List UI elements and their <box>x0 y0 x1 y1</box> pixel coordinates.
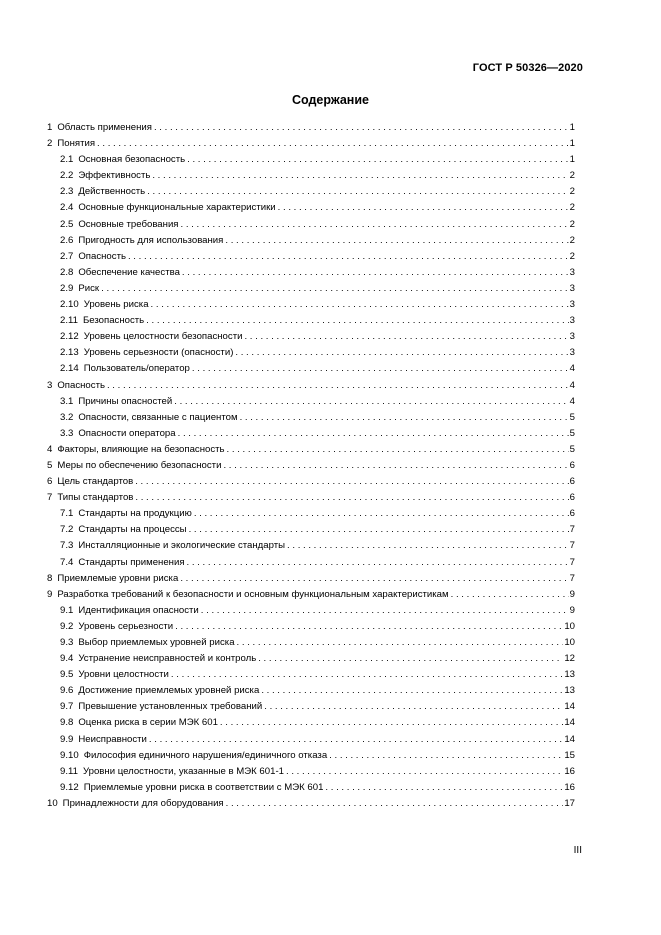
toc-entry[interactable] <box>47 715 575 731</box>
toc-leader-dots <box>171 667 563 683</box>
toc-entry[interactable] <box>47 378 575 394</box>
toc-entry[interactable] <box>47 200 575 216</box>
toc-entry-number: 2.9 <box>60 282 74 294</box>
toc-entry-label: Безопасность <box>82 315 145 327</box>
toc-entry-number: 2.5 <box>60 218 74 230</box>
toc-entry[interactable] <box>47 184 575 200</box>
toc-entry-page: 9 <box>569 604 575 616</box>
toc-entry[interactable] <box>47 394 575 410</box>
toc-entry-number: 2.8 <box>60 266 74 278</box>
toc-entry-label: Уровни целостности, указанные в МЭК 601-1 <box>82 765 284 777</box>
toc-entry[interactable] <box>47 635 575 651</box>
toc-entry-number: 7.1 <box>60 508 74 520</box>
toc-entry-page: 10 <box>564 637 575 648</box>
toc-leader-dots <box>240 410 569 426</box>
toc-entry-page: 3 <box>569 331 575 343</box>
toc-leader-dots <box>227 442 569 458</box>
toc-leader-dots <box>101 281 569 297</box>
toc-entry-label: Стандарты применения <box>78 556 185 568</box>
toc-entry-label: Область применения <box>57 122 152 133</box>
toc-leader-dots <box>278 200 569 216</box>
toc-leader-dots <box>175 619 563 635</box>
toc-leader-dots <box>451 587 569 603</box>
toc-entry-page: 16 <box>564 765 575 777</box>
toc-leader-dots <box>264 699 563 715</box>
toc-entry-label: Уровень серьезности <box>78 620 174 632</box>
toc-entry-number: 5 <box>47 459 53 471</box>
toc-leader-dots <box>151 297 569 313</box>
toc-entry[interactable] <box>47 571 575 587</box>
toc-entry-label: Понятия <box>57 138 96 150</box>
toc-entry-number: 2.4 <box>60 202 74 214</box>
toc-entry-label: Приемлемые уровни риска в соответствии с МЭК 601 <box>83 781 324 793</box>
toc-entry-number: 7.3 <box>60 540 74 552</box>
toc-entry-number: 8 <box>47 572 53 584</box>
toc-leader-dots <box>135 474 568 490</box>
toc-entry[interactable] <box>47 651 575 667</box>
toc-entry-number: 9.11 <box>60 765 78 777</box>
toc-entry-label: Цель стандартов <box>57 476 134 488</box>
toc-leader-dots <box>286 764 563 780</box>
toc-entry-page: 5 <box>569 427 575 439</box>
toc-entry-label: Устранение неисправностей и контроль <box>78 653 257 665</box>
toc-entry-page: 7 <box>569 572 575 584</box>
toc-entry-number: 2.6 <box>60 234 74 246</box>
toc-entry-label: Принадлежности для оборудования <box>62 797 224 809</box>
toc-entry[interactable] <box>47 265 575 281</box>
toc-entry[interactable] <box>47 506 575 522</box>
toc-entry-page: 3 <box>569 282 575 294</box>
toc-entry-page: 4 <box>569 363 575 375</box>
toc-entry-number: 9.7 <box>60 701 74 713</box>
toc-entry-label: Типы стандартов <box>57 492 134 504</box>
toc-entry-page: 7 <box>569 540 575 552</box>
toc-entry-number: 9.4 <box>60 653 74 665</box>
toc-entry[interactable] <box>47 780 575 796</box>
toc-entry[interactable] <box>47 442 575 458</box>
toc-entry[interactable] <box>47 313 575 329</box>
toc-leader-dots <box>325 780 563 796</box>
toc-entry[interactable] <box>47 410 575 426</box>
toc-entry-page: 2 <box>569 186 575 198</box>
toc-entry-page: 13 <box>564 669 575 681</box>
toc-leader-dots <box>220 715 563 731</box>
toc-leader-dots <box>225 233 568 249</box>
toc-entry-label: Приемлемые уровни риска <box>57 572 179 584</box>
toc-leader-dots <box>182 265 569 281</box>
toc-entry-page: 1 <box>569 122 575 133</box>
toc-entry-page: 13 <box>564 685 575 697</box>
toc-leader-dots <box>154 120 569 136</box>
toc-entry-page: 9 <box>569 588 575 600</box>
toc-entry[interactable] <box>47 345 575 361</box>
toc-entry[interactable] <box>47 619 575 635</box>
toc-entry-number: 7.4 <box>60 556 74 568</box>
toc-entry-label: Оценка риска в серии МЭК 601 <box>78 717 218 729</box>
toc-entry[interactable] <box>47 329 575 345</box>
toc-entry-page: 14 <box>564 701 575 713</box>
toc-entry-label: Неисправности <box>78 733 147 745</box>
toc-entry[interactable] <box>47 764 575 780</box>
toc-entry-page: 1 <box>569 154 575 166</box>
toc-entry-page: 15 <box>564 749 575 761</box>
toc-leader-dots <box>329 748 563 764</box>
toc-entry-label: Опасность <box>78 250 126 262</box>
toc-leader-dots <box>152 168 568 184</box>
toc-leader-dots <box>178 426 569 442</box>
toc-entry[interactable] <box>47 732 575 748</box>
toc-leader-dots <box>128 249 569 265</box>
toc-entry-page: 4 <box>569 379 575 391</box>
toc-leader-dots <box>174 394 568 410</box>
toc-entry-label: Стандарты на продукцию <box>78 508 192 520</box>
toc-leader-dots <box>237 635 564 651</box>
toc-entry[interactable] <box>47 458 575 474</box>
toc-entry-number: 2.12 <box>60 331 79 343</box>
toc-entry-number: 2.10 <box>60 299 79 311</box>
toc-entry[interactable] <box>47 120 575 136</box>
toc-entry[interactable] <box>47 683 575 699</box>
toc-entry[interactable] <box>47 281 575 297</box>
toc-entry-number: 6 <box>47 476 53 488</box>
toc-entry[interactable] <box>47 555 575 571</box>
toc-entry-page: 4 <box>569 395 575 407</box>
toc-entry-label: Опасности оператора <box>78 427 176 439</box>
toc-entry-label: Основная безопасность <box>78 154 186 166</box>
toc-entry-label: Стандарты на процессы <box>78 524 187 536</box>
toc-entry[interactable] <box>47 426 575 442</box>
toc-entry-page: 6 <box>569 476 575 488</box>
toc-entry[interactable] <box>47 136 575 152</box>
page-number: III <box>573 845 582 856</box>
toc-entry[interactable] <box>47 490 575 506</box>
toc-entry-label: Пригодность для использования <box>78 234 224 246</box>
toc-entry-label: Идентификация опасности <box>78 604 199 616</box>
toc-entry[interactable] <box>47 217 575 233</box>
toc-leader-dots <box>146 313 568 329</box>
toc-entry-label: Уровень серьезности (опасности) <box>83 347 234 359</box>
toc-entry-number: 2.2 <box>60 170 74 182</box>
toc-entry-page: 2 <box>569 218 575 230</box>
toc-entry[interactable] <box>47 522 575 538</box>
toc-entry-label: Опасность <box>57 379 105 391</box>
toc-leader-dots <box>180 571 568 587</box>
toc-leader-dots <box>261 683 563 699</box>
toc-leader-dots <box>181 217 569 233</box>
toc-entry-page: 3 <box>569 266 575 278</box>
toc-entry-number: 9.5 <box>60 669 74 681</box>
toc-leader-dots <box>189 522 569 538</box>
toc-entry-page: 12 <box>564 653 575 665</box>
toc-leader-dots <box>107 378 569 394</box>
toc-leader-dots <box>194 506 569 522</box>
toc-entry-page: 7 <box>569 524 575 536</box>
toc-entry-label: Действенность <box>78 186 146 198</box>
toc-entry-number: 3.2 <box>60 411 74 423</box>
toc-entry[interactable] <box>47 603 575 619</box>
toc-entry-number: 1 <box>47 122 53 133</box>
toc-entry-label: Разработка требований к безопасности и основным функциональным характеристикам <box>57 588 449 600</box>
toc-entry[interactable] <box>47 297 575 313</box>
toc-leader-dots <box>235 345 568 361</box>
toc-entry-number: 3.1 <box>60 395 74 407</box>
toc-entry-label: Основные функциональные характеристики <box>78 202 276 214</box>
toc-entry-number: 2.1 <box>60 154 74 166</box>
toc-entry-label: Уровень риска <box>83 299 149 311</box>
toc-entry-page: 2 <box>569 202 575 214</box>
toc-entry-number: 7 <box>47 492 53 504</box>
toc-entry-number: 9 <box>47 588 53 600</box>
toc-entry[interactable] <box>47 796 575 812</box>
toc-leader-dots <box>287 538 569 554</box>
toc-leader-dots <box>226 796 564 812</box>
toc-entry-number: 2.11 <box>60 315 78 327</box>
toc-entry[interactable] <box>47 168 575 184</box>
toc-entry-page: 14 <box>564 717 575 729</box>
toc-entry-label: Эффективность <box>78 170 151 182</box>
toc-entry-label: Обеспечение качества <box>78 266 180 278</box>
toc-entry-page: 3 <box>569 299 575 311</box>
toc-entry-number: 2.3 <box>60 186 74 198</box>
toc-entry[interactable] <box>47 474 575 490</box>
toc-entry-label: Опасности, связанные с пациентом <box>78 411 238 423</box>
toc-entry[interactable] <box>47 233 575 249</box>
toc-entry-number: 2.7 <box>60 250 74 262</box>
table-of-contents <box>47 120 575 812</box>
toc-entry[interactable] <box>47 152 575 168</box>
toc-leader-dots <box>192 361 569 377</box>
toc-entry-label: Уровень целостности безопасности <box>83 331 243 343</box>
toc-entry-label: Причины опасностей <box>78 395 173 407</box>
toc-entry-number: 9.6 <box>60 685 74 697</box>
toc-entry-number: 3.3 <box>60 427 74 439</box>
toc-entry-page: 14 <box>564 733 575 745</box>
toc-entry-number: 9.12 <box>60 781 79 793</box>
toc-entry-page: 3 <box>569 347 575 359</box>
toc-entry[interactable] <box>47 538 575 554</box>
toc-entry-number: 9.9 <box>60 733 74 745</box>
toc-leader-dots <box>223 458 568 474</box>
toc-entry-number: 2.14 <box>60 363 79 375</box>
toc-entry-label: Основные требования <box>78 218 179 230</box>
toc-leader-dots <box>187 555 569 571</box>
toc-entry-number: 9.10 <box>60 749 79 761</box>
page-title: Содержание <box>291 93 369 107</box>
toc-entry-label: Инсталляционные и экологические стандарты <box>78 540 286 552</box>
toc-entry-page: 6 <box>569 459 575 471</box>
toc-leader-dots <box>201 603 569 619</box>
toc-entry-label: Меры по обеспечению безопасности <box>57 459 222 471</box>
toc-entry-label: Превышение установленных требований <box>78 701 263 713</box>
toc-leader-dots <box>135 490 568 506</box>
toc-entry-label: Достижение приемлемых уровней риска <box>78 685 260 697</box>
toc-entry-label: Риск <box>78 282 100 294</box>
toc-entry-page: 2 <box>569 234 575 246</box>
toc-leader-dots <box>149 732 563 748</box>
toc-entry-page: 5 <box>569 443 575 455</box>
toc-leader-dots <box>244 329 568 345</box>
toc-entry[interactable] <box>47 748 575 764</box>
toc-entry[interactable] <box>47 699 575 715</box>
toc-entry-label: Выбор приемлемых уровней риска <box>78 637 235 648</box>
toc-entry-page: 17 <box>564 797 575 809</box>
toc-entry[interactable] <box>47 667 575 683</box>
toc-entry-label: Философия единичного нарушения/единичного отказа <box>83 749 328 761</box>
toc-entry-page: 10 <box>564 620 575 632</box>
toc-entry-label: Факторы, влияющие на безопасность <box>57 443 225 455</box>
toc-entry-number: 9.3 <box>60 637 74 648</box>
toc-entry-page: 2 <box>569 250 575 262</box>
toc-entry-number: 9.2 <box>60 620 74 632</box>
toc-entry-page: 7 <box>569 556 575 568</box>
toc-entry-number: 2.13 <box>60 347 79 359</box>
toc-entry-page: 6 <box>569 492 575 504</box>
toc-leader-dots <box>187 152 569 168</box>
toc-entry-number: 10 <box>47 797 58 809</box>
toc-leader-dots <box>258 651 563 667</box>
toc-entry-page: 2 <box>569 170 575 182</box>
toc-entry[interactable] <box>47 587 575 603</box>
toc-entry-label: Пользователь/оператор <box>83 363 190 375</box>
toc-entry-number: 4 <box>47 443 53 455</box>
toc-entry-number: 7.2 <box>60 524 74 536</box>
toc-entry-label: Уровни целостности <box>78 669 169 681</box>
toc-entry-page: 6 <box>569 508 575 520</box>
toc-entry-number: 2 <box>47 138 53 150</box>
toc-leader-dots <box>97 136 569 152</box>
toc-entry-page: 16 <box>564 781 575 793</box>
toc-entry-page: 3 <box>569 315 575 327</box>
toc-entry-number: 9.1 <box>60 604 74 616</box>
toc-entry-number: 9.8 <box>60 717 74 729</box>
toc-entry[interactable] <box>47 361 575 377</box>
toc-entry-number: 3 <box>47 379 53 391</box>
toc-leader-dots <box>147 184 568 200</box>
document-id: ГОСТ Р 50326—2020 <box>472 62 583 74</box>
toc-entry-page: 1 <box>569 138 575 150</box>
toc-entry[interactable] <box>47 249 575 265</box>
toc-entry-page: 5 <box>569 411 575 423</box>
